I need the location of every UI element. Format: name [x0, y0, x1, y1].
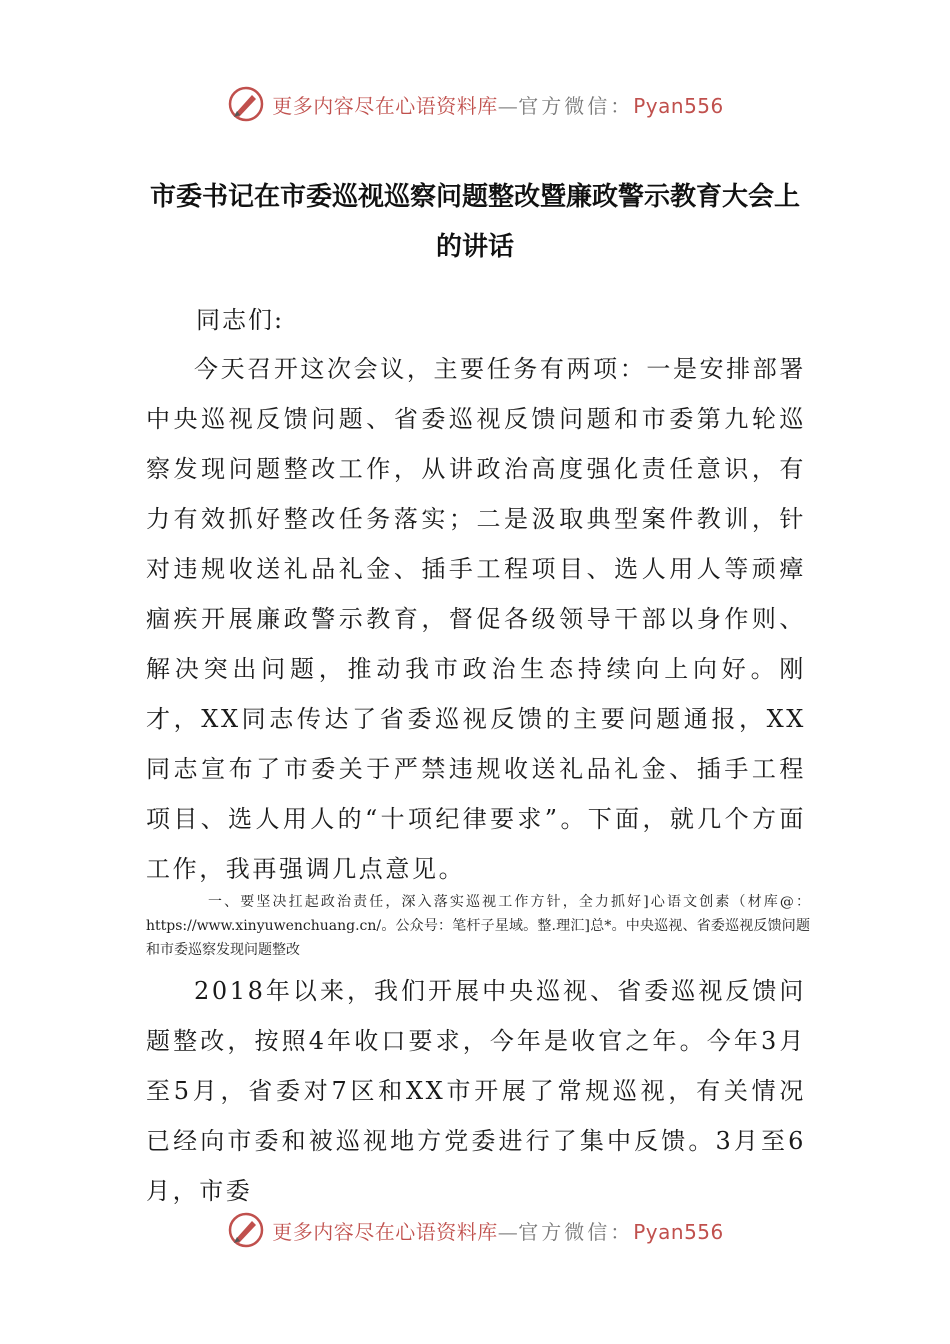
banner-official-label: 官方微信：	[518, 1219, 634, 1244]
banner-wechat-id: Pyan556	[633, 1219, 724, 1244]
pen-logo-icon	[226, 1210, 266, 1250]
paragraph-body: 2018年以来，我们开展中央巡视、省委巡视反馈问题整改，按照4年收口要求，今年是收官之年。今年3月至5月，省委对7区和XX市开展了常规巡视，有关情况已经向市委和被巡视地方党委进行了集中反馈。3月至6月，市委	[146, 977, 806, 1205]
paragraph-intro: 今天召开这次会议，主要任务有两项：一是安排部署中央巡视反馈问题、省委巡视反馈问题和市委第九轮巡察发现问题整改工作，从讲政治高度强化责任意识，有力有效抓好整改任务落实；二是汲取典型案件教训，针对违规收送礼品礼金、插手工程项目、选人用人等顽瘴痼疾开展廉政警示教育，督促各级领导干部以身作则、解决突出问题，推动我市政治生态持续向上向好。刚才，XX同志传达了省委巡视反馈的主要问题通报，XX同志宣布了市委关于严禁违规收送礼品礼金、插手工程项目、选人用人的“十项纪律要求”。下面，就几个方面工作，我再强调几点意见。	[146, 355, 806, 883]
banner-wechat-id: Pyan556	[633, 93, 724, 118]
pen-logo-icon	[226, 84, 266, 124]
header-banner	[0, 82, 950, 126]
banner-text	[272, 1216, 724, 1245]
banner-dash: —	[497, 93, 519, 118]
banner-main-text: 更多内容尽在心语资料库	[272, 1219, 498, 1244]
section-heading-note: 一、要坚决扛起政治责任，深入落实巡视工作方针，全力抓好]心语文创素（材库@：https://www.xinyuwenchuang.cn/。公众号：笔杆子星域。整.理汇]总*。中央巡视、省委巡视反馈问题和市委巡察发现问题整改	[146, 894, 810, 958]
banner-main-text: 更多内容尽在心语资料库	[272, 93, 498, 118]
footer-banner	[0, 1208, 950, 1252]
salutation: 同志们:	[196, 306, 285, 334]
document-title: 市委书记在市委巡视巡察问题整改暨廉政警示教育大会上的讲话	[149, 182, 800, 262]
banner-dash: —	[497, 1219, 519, 1244]
banner-official-label: 官方微信：	[518, 93, 634, 118]
banner-text	[272, 90, 724, 119]
